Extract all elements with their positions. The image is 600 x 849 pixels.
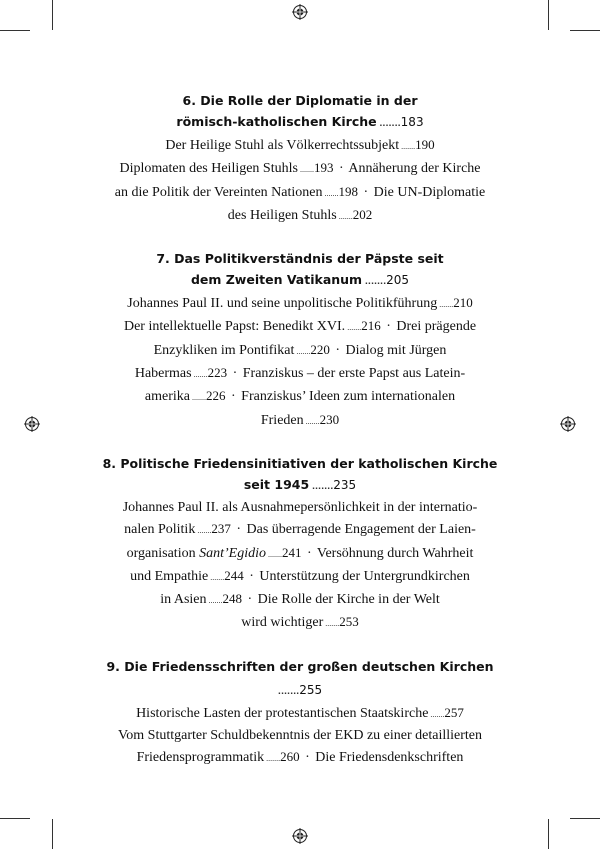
entry-line	[100, 292, 500, 315]
leader-dots: .......	[428, 709, 445, 719]
registration-mark-bottom-icon	[292, 828, 308, 844]
registration-mark-left-icon	[24, 416, 40, 432]
entry-text: Franziskus – der erste Papst aus Latein-	[242, 366, 466, 382]
entry-text: in Asien	[160, 592, 207, 608]
entry-line	[100, 497, 500, 518]
entry-text: Unterstützung der Untergrundkirchen	[259, 568, 470, 584]
entry-text: des Heiligen Stuhls	[227, 207, 337, 223]
section-title-line	[100, 269, 500, 292]
entry-text: Franziskus’ Ideen zum internationalen	[241, 389, 456, 405]
leader-dots: .......	[399, 142, 416, 151]
entry-line	[100, 385, 500, 408]
leader-dots: .......	[345, 323, 362, 333]
section-title-text: seit 1945	[243, 476, 310, 492]
leader-dots: .......	[294, 346, 311, 356]
crop-mark-top-left	[52, 0, 53, 30]
entry-line	[100, 702, 500, 725]
entry-separator: ·	[305, 750, 310, 766]
crop-mark-bottom-left-h	[0, 818, 30, 819]
entry-line	[100, 565, 500, 588]
entry-text: und Empathie	[130, 568, 209, 584]
entry-text: an die Politik der Vereinten Nationen	[114, 184, 323, 200]
entry-line	[100, 339, 500, 362]
section-title-line	[100, 248, 500, 269]
entry-line	[100, 409, 500, 432]
section-title-line	[100, 111, 500, 134]
entry-line	[100, 746, 500, 769]
entry-page-number: 216	[361, 318, 381, 334]
entry-page-number: 230	[319, 411, 340, 427]
entry-text: wird wichtiger	[241, 615, 324, 631]
toc-section	[100, 453, 500, 635]
entry-text: organisation	[126, 545, 200, 561]
leader-dots: .......	[206, 596, 223, 606]
registration-mark-right-icon	[560, 416, 576, 432]
entry-separator: ·	[335, 342, 341, 358]
crop-mark-top-right	[548, 0, 549, 30]
section-title-text: 9. Die Friedensschriften der großen deutschen Kirchen	[106, 658, 494, 674]
entry-line	[100, 588, 500, 611]
entry-text: Die Rolle der Kirche in der Welt	[257, 592, 440, 608]
entry-page-number: 226	[205, 388, 226, 404]
section-title-line	[100, 90, 500, 111]
section-title-text: dem Zweiten Vatikanum	[190, 272, 363, 288]
crop-mark-top-right-h	[570, 30, 600, 31]
entry-page-number: 248	[222, 591, 242, 607]
leader-dots: .......	[322, 188, 339, 198]
entry-text: Johannes Paul II. als Ausnahmepersönlichkeit in der internatio-	[122, 499, 478, 515]
entry-text: Johannes Paul II. und seine unpolitische Politikführung	[127, 296, 438, 312]
entry-text: Die UN-Diplomatie	[373, 184, 486, 200]
entry-line	[100, 518, 500, 541]
table-of-contents	[100, 90, 500, 791]
entry-line	[100, 725, 500, 746]
entry-separator: ·	[338, 161, 344, 177]
entry-text: Die Friedensdenkschriften	[315, 750, 464, 766]
crop-mark-bottom-left	[52, 819, 53, 849]
leader-dots: .......	[189, 393, 206, 403]
entry-page-number: 198	[338, 183, 358, 199]
entry-page-number: 210	[453, 295, 473, 311]
entry-separator: ·	[232, 366, 238, 382]
entry-separator: ·	[230, 389, 236, 405]
entry-separator: ·	[386, 319, 391, 335]
entry-text: Diplomaten des Heiligen Stuhls	[119, 161, 298, 177]
crop-mark-top-left-h	[0, 30, 30, 31]
section-page-number: 183	[400, 115, 424, 129]
leader-dots: .......	[303, 416, 320, 426]
section-title-text: 6. Die Rolle der Diplomatie in der	[182, 93, 418, 108]
entry-page-number: 190	[415, 137, 435, 152]
toc-section	[100, 248, 500, 432]
leader-dots: .......	[437, 300, 454, 310]
entry-text: Der intellektuelle Papst: Benedikt XVI.	[123, 319, 346, 335]
entry-page-number: 193	[313, 160, 334, 176]
entry-text: Friedensprogrammatik	[136, 750, 265, 766]
entry-text: amerika	[144, 389, 190, 405]
entry-page-number: 241	[281, 544, 302, 560]
entry-page-number: 220	[310, 341, 330, 357]
entry-text: Drei prägende	[396, 319, 477, 335]
leader-dots: .......	[297, 165, 314, 175]
entry-line	[100, 204, 500, 227]
entry-text: Annäherung der Kirche	[348, 161, 481, 177]
entry-page-number: 253	[339, 614, 359, 630]
leader-dots: .......	[309, 481, 334, 491]
entry-text: Der Heilige Stuhl als Völkerrechtssubjekt	[165, 138, 400, 153]
leader-dots: .......	[277, 686, 300, 696]
entry-line	[100, 157, 500, 180]
leader-dots: .......	[191, 370, 208, 380]
entry-text: Frieden	[260, 412, 304, 428]
entry-text-italic: Sant’Egidio	[199, 545, 266, 561]
entry-separator: ·	[363, 184, 369, 200]
leader-dots: .......	[264, 754, 281, 764]
leader-dots: .......	[362, 277, 387, 287]
entry-line	[100, 362, 500, 385]
section-title-line	[100, 453, 500, 474]
section-title-line	[100, 474, 500, 497]
entry-text: Habermas	[134, 366, 192, 382]
leader-dots: .......	[336, 211, 353, 221]
entry-line	[100, 134, 500, 157]
entry-line	[100, 611, 500, 634]
entry-text: Versöhnung durch Wahrheit	[316, 545, 474, 561]
toc-section	[100, 90, 500, 227]
leader-dots: .......	[323, 619, 340, 629]
entry-separator: ·	[306, 545, 312, 561]
section-page-number: 205	[386, 273, 410, 288]
section-title-text: 7. Das Politikverständnis der Päpste seit	[156, 251, 444, 267]
entry-separator: ·	[249, 568, 254, 584]
registration-mark-top-icon	[292, 4, 308, 20]
entry-text: Historische Lasten der protestantischen Staatskirche	[136, 705, 429, 721]
leader-dots: .......	[195, 526, 212, 536]
entry-page-number: 237	[211, 521, 231, 537]
leader-dots: .......	[376, 119, 401, 128]
crop-mark-bottom-right-h	[570, 818, 600, 819]
entry-line	[100, 315, 500, 338]
entry-page-number: 202	[352, 206, 373, 222]
entry-page-number: 260	[280, 749, 300, 765]
entry-page-number: 223	[207, 365, 228, 381]
entry-text: nalen Politik	[124, 522, 196, 538]
section-title-text: 8. Politische Friedensinitiativen der katholischen Kirche	[102, 455, 498, 471]
section-page-number: 255	[299, 682, 323, 697]
leader-dots: .......	[208, 572, 225, 582]
entry-line	[100, 542, 500, 565]
section-title-line	[100, 656, 500, 702]
crop-mark-bottom-right	[548, 819, 549, 849]
toc-section	[100, 656, 500, 770]
leader-dots: .......	[265, 549, 282, 559]
entry-line	[100, 181, 500, 204]
entry-separator: ·	[236, 522, 241, 538]
entry-page-number: 257	[444, 704, 464, 720]
entry-text: Das überragende Engagement der Laien-	[246, 522, 476, 538]
section-page-number: 235	[333, 477, 357, 492]
entry-page-number: 244	[224, 567, 244, 583]
entry-text: Dialog mit Jürgen	[345, 342, 447, 358]
entry-text: Enzykliken im Pontifikat	[153, 342, 295, 358]
entry-separator: ·	[247, 592, 253, 608]
section-title-text: römisch-katholischen Kirche	[176, 114, 377, 129]
entry-text: Vom Stuttgarter Schuldbekenntnis der EKD zu einer detaillierten	[117, 728, 483, 744]
